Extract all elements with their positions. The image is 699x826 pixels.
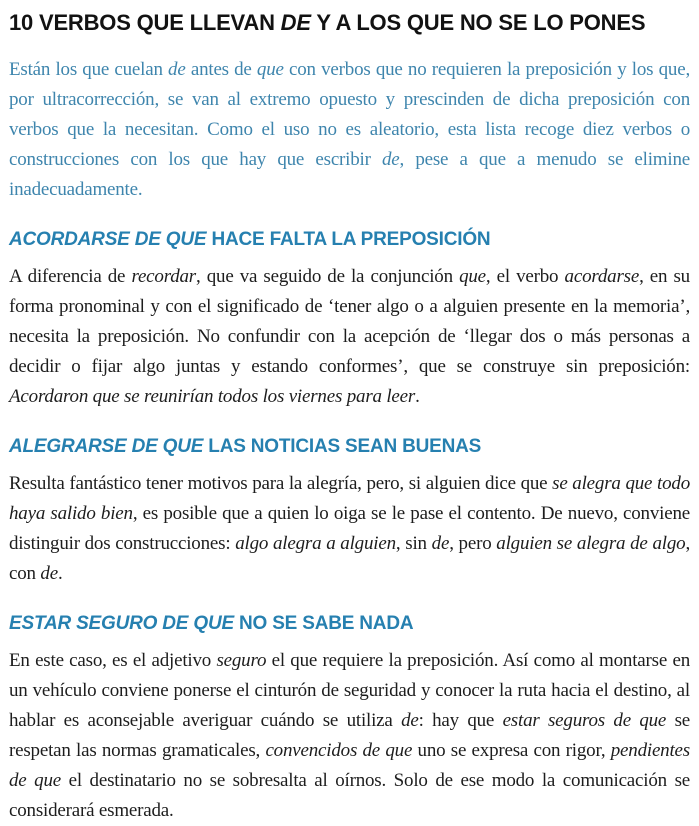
- italic-text-run: acordarse: [564, 266, 640, 287]
- italic-text-run: se alegra que todo haya salido bien: [9, 473, 691, 524]
- section-alegrarse: [9, 435, 690, 589]
- text-run: 10 VERBOS QUE LLEVAN: [9, 10, 281, 35]
- section-acordarse: [9, 228, 690, 412]
- text-run: NO SE SABE NADA: [233, 613, 414, 634]
- text-run: : hay que: [418, 710, 503, 731]
- italic-text-run: ESTAR SEGURO DE QUE: [9, 613, 234, 634]
- italic-text-run: convencidos de que: [265, 740, 413, 761]
- text-run: el destinatario no se sobresalta al oírnos. Solo de ese modo la comunicación se considerará esmerada.: [9, 770, 690, 821]
- italic-text-run: de: [168, 59, 186, 80]
- italic-text-run: Acordaron que se reunirían todos los viernes para leer: [9, 386, 416, 407]
- italic-text-run: recordar: [131, 266, 196, 287]
- text-run: , con: [9, 533, 690, 584]
- text-run: con verbos que no requieren la preposición y los que, por ultracorrección, se van al extremo opuesto y prescinden de dicha preposición con verbos que la necesitan. Como el uso no es aleatorio, esta lista recoge diez verbos o construcciones con los que hay que escribir: [9, 59, 690, 170]
- section-heading-estar-seguro: [9, 612, 690, 635]
- intro-paragraph: [9, 55, 690, 205]
- text-run: Están los que cuelan: [9, 59, 169, 80]
- italic-text-run: algo alegra a alguien: [235, 533, 396, 554]
- italic-text-run: de: [401, 710, 419, 731]
- italic-text-run: ALEGRARSE DE QUE: [9, 436, 204, 457]
- text-run: , en su forma pronominal y con el significado de ‘tener algo o a alguien presente en la memoria’, necesita la preposición. No confundir con la acepción de ‘llegar dos o más personas a decidir o fijar algo juntas y estando conformes’, que se construye sin preposición:: [9, 266, 690, 377]
- text-run: .: [57, 563, 63, 584]
- text-run: antes de: [185, 59, 257, 80]
- text-run: A diferencia de: [9, 266, 132, 287]
- italic-text-run: DE: [280, 10, 311, 35]
- text-run: , pero: [449, 533, 497, 554]
- italic-text-run: alguien se alegra de algo: [496, 533, 686, 554]
- section-heading-acordarse: [9, 228, 690, 251]
- text-run: , es posible que a quien lo oiga se le pase el contento. De nuevo, conviene distinguir dos construcciones:: [9, 503, 690, 554]
- text-run: .: [415, 386, 420, 407]
- text-run: HACE FALTA LA PREPOSICIÓN: [206, 229, 491, 250]
- text-run: , pese a que a menudo se elimine inadecuadamente.: [9, 149, 690, 200]
- italic-text-run: de: [431, 533, 450, 554]
- text-run: , sin: [395, 533, 432, 554]
- italic-text-run: pendientes de que: [9, 740, 690, 791]
- text-run: , que va seguido de la conjunción: [196, 266, 460, 287]
- section-body-acordarse: [9, 262, 690, 412]
- italic-text-run: que: [459, 266, 486, 287]
- italic-text-run: que: [256, 59, 284, 80]
- text-run: Y A LOS QUE NO SE LO PONES: [310, 10, 646, 35]
- text-run: , el verbo: [485, 266, 565, 287]
- text-run: En este caso, es el adjetivo: [9, 650, 217, 671]
- italic-text-run: ACORDARSE DE QUE: [9, 229, 207, 250]
- article-title: [9, 10, 690, 36]
- section-heading-alegrarse: [9, 435, 690, 458]
- italic-text-run: seguro: [216, 650, 267, 671]
- section-body-alegrarse: [9, 469, 690, 589]
- section-estar-seguro: [9, 612, 690, 826]
- text-run: Resulta fantástico tener motivos para la alegría, pero, si alguien dice que: [9, 473, 553, 494]
- text-run: el que requiere la preposición. Así como al montarse en un vehículo conviene ponerse el cinturón de seguridad y conocer la ruta hacia el destino, al hablar es aconsejable averiguar cuándo se utiliza: [9, 650, 690, 731]
- italic-text-run: estar seguros de que: [502, 710, 667, 731]
- text-run: uno se expresa con rigor,: [412, 740, 611, 761]
- text-run: se respetan las normas gramaticales,: [9, 710, 691, 761]
- text-run: LAS NOTICIAS SEAN BUENAS: [203, 436, 482, 457]
- section-body-estar-seguro: [9, 646, 690, 826]
- italic-text-run: de: [40, 563, 58, 584]
- italic-text-run: de: [382, 149, 400, 170]
